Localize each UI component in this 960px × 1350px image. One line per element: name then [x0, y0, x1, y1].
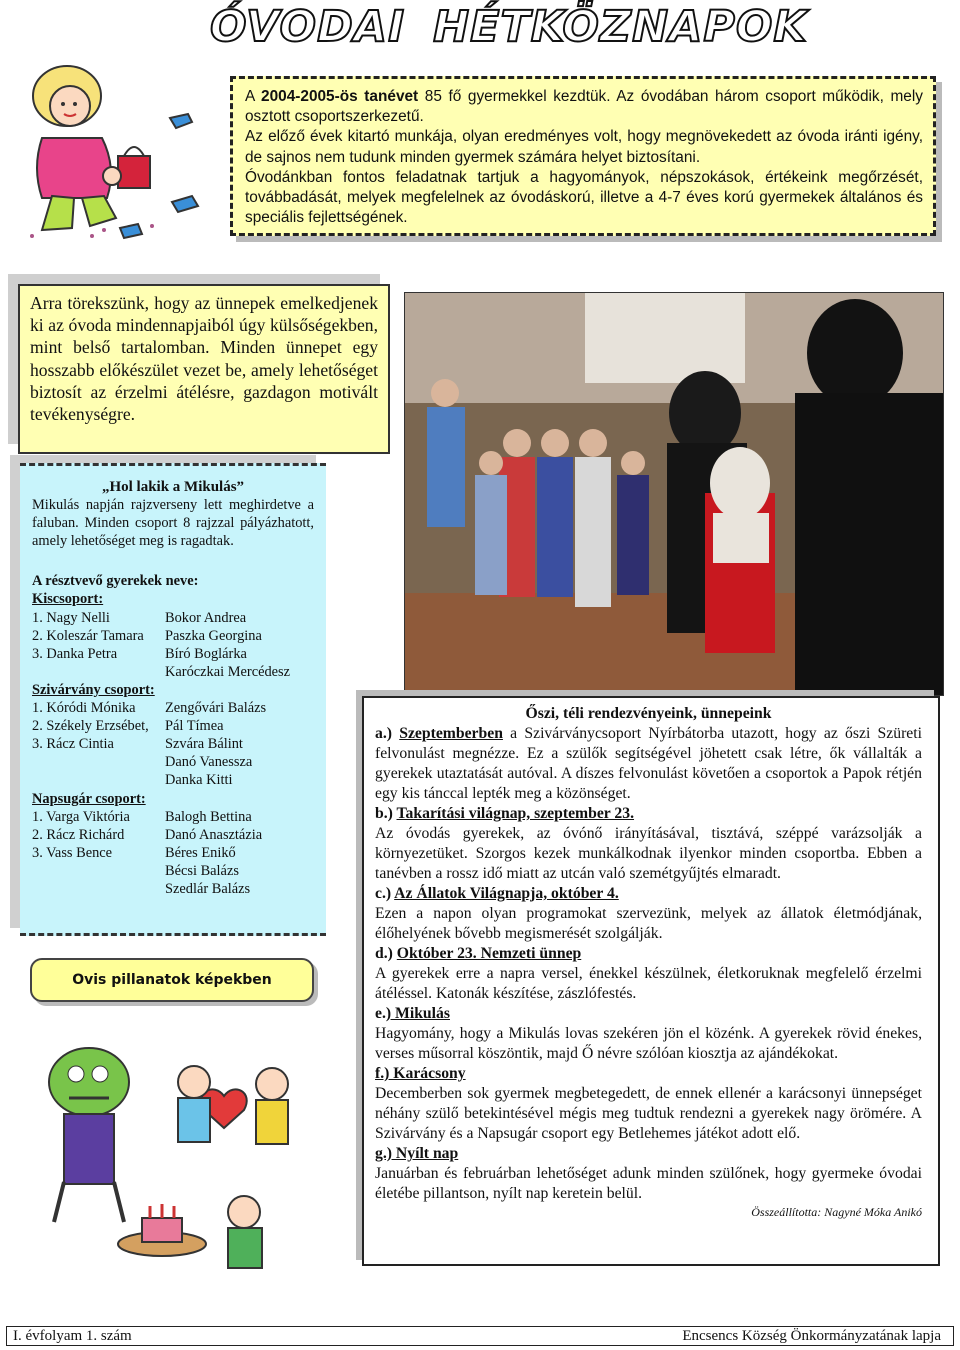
- contest-text: Mikulás napján rajzverseny lett meghirdetve a faluban. Minden csoport 8 rajzzal pályázhatott, amely lehetőséget meg is ragadtak.: [32, 497, 314, 550]
- list-item: Danka Kitti: [165, 772, 233, 789]
- list-item: 1. Kóródi Mónika Zengővári Balázs: [32, 700, 267, 717]
- gallery-badge: Ovis pillanatok képekben: [30, 958, 314, 1002]
- footer: [6, 1326, 954, 1346]
- list-item: 3. Vass Bence Béres Enikő: [32, 844, 236, 861]
- list-item: 2. Rácz Richárd Danó Anasztázia: [32, 826, 263, 843]
- author-signature: Összeállította: Nagyné Móka Anikó: [751, 1205, 922, 1219]
- drawing-contest-box: [20, 463, 326, 936]
- event-heading: g.) Nyílt nap: [375, 1145, 459, 1162]
- footer-issue: I. évfolyam 1. szám: [13, 1327, 132, 1344]
- participants-heading: A résztvevő gyerekek neve:: [32, 573, 199, 590]
- event-heading: d.) Október 23. Nemzeti ünnep: [375, 945, 582, 962]
- mikulas-photo: [404, 292, 944, 696]
- events-box: [362, 696, 940, 1266]
- celebrations-box: [18, 284, 390, 454]
- list-item: Karóczkai Mercédesz: [165, 663, 291, 680]
- list-item: 2. Székely Erzsébet, Pál Tímea: [32, 718, 224, 735]
- event-heading: b.) Takarítási világnap, szeptember 23.: [375, 805, 635, 822]
- kids-illustration: [14, 1022, 314, 1284]
- event-text: Hagyomány, hogy a Mikulás lovas szekéren jön el közénk. A gyerekek rövid énekes, verses műsorral köszöntik, majd Ő névre szólóan kiosztja az ajándékokat.: [375, 1025, 922, 1062]
- intro-box: [230, 76, 936, 236]
- event-text: A gyerekek erre a napra versel, énekkel készülnek, életkoruknak megfelelő érzelmi átéléssel. Katonák készítése, zászlófestés.: [375, 965, 922, 1002]
- list-item: Danó Vanessza: [165, 754, 253, 771]
- list-item: 2. Koleszár Tamara Paszka Georgina: [32, 627, 262, 644]
- group-name: Kiscsoport:: [32, 591, 104, 608]
- list-item: Bécsi Balázs: [165, 862, 239, 879]
- intro-paragraph-1: A 2004-2005-ös tanévet 85 fő gyermekkel kezdtük. Az óvodában három csoport működik, mely osztott csoportszerkezetű.: [245, 88, 923, 126]
- list-item: Szedlár Balázs: [165, 880, 251, 897]
- intro-paragraph-3: Óvodánkban fontos feladatnak tartjuk a hagyományok, népszokások, értékeink megőrzését, továbbadását, melyek megfelelnek az óvodáskorú, illetve a 4-7 éves korú gyermekek általános és speciális fejlettségének.: [245, 168, 923, 227]
- participants-list: [32, 572, 314, 898]
- event-text: Ezen a napon olyan programokat szervezünk, melyek az állatok életmódjának, élőhelyének bővebb megismerését szolgálják.: [375, 905, 922, 942]
- intro-paragraph-2: Az előző évek kitartó munkája, olyan eredményes volt, hogy megnövekedett az óvoda iránti igény, de sajnos nem tudunk minden gyermek számára helyet biztosítani.: [245, 128, 923, 166]
- event-heading: e.) Mikulás: [375, 1005, 450, 1022]
- event-text: Az óvodás gyerekek, az óvónő irányításával, tisztává, széppé varázsolják a környezetüket. Szorgos kezek munkálkodnak ilyenkor minden csoportba. Ebben a tanévben a rossz idő miatt az utcán való szemétgyűjtés elmaradt.: [375, 825, 922, 882]
- masthead-title: ÓVODAI HÉTKÖZNAPOK: [210, 2, 808, 52]
- event-item: a.) Szeptemberben a Szivárványcsoport Nyírbátorba utazott, hogy az őszi Szüreti felvonulást megnézze. Ez a szülők segítségével jöhetett csak létre, ők vállalták a gyerekek utaztatását autóval. A díszes felvonulást követően a csoportok a Papok rétjén egy kis tánccal lepték meg a közönséget.: [375, 725, 922, 802]
- girl-with-birds-illustration: [12, 58, 222, 248]
- celebrations-text: Arra törekszünk, hogy az ünnepek emelkedjenek ki az óvoda mindennapjaiból úgy külsőségekben, mint belső tartalomban. Minden ünnepet egy hosszabb előkészület vezet be, amely lehetőséget biztosít az érzelmi átélésre, gazdagon motivált tevékenységre.: [30, 293, 378, 425]
- group-name: Napsugár csoport:: [32, 790, 146, 807]
- events-title: Őszi, téli rendezvényeink, ünnepeink: [525, 705, 772, 722]
- event-heading: c.) Az Állatok Világnapja, október 4.: [375, 885, 619, 902]
- list-item: 1. Nagy Nelli Bokor Andrea: [32, 609, 247, 626]
- group-name: Szivárvány csoport:: [32, 681, 155, 698]
- list-item: 1. Varga Viktória Balogh Bettina: [32, 808, 252, 825]
- contest-title: „Hol lakik a Mikulás”: [101, 479, 245, 495]
- list-item: 3. Danka Petra Bíró Boglárka: [32, 645, 247, 662]
- event-text: Decemberben sok gyermek megbetegedett, de ennek ellenér a karácsonyi ünnepséget néhány szülő betekintésével mégis meg tudtuk rendezni a gyerekek nagy örömére. A Szivárvány és a Napsugár csoport egy Betlehemes játékot adott elő.: [375, 1085, 922, 1142]
- list-item: 3. Rácz Cintia Szvára Bálint: [32, 736, 243, 753]
- event-heading: f.) Karácsony: [375, 1065, 466, 1082]
- event-text: Januárban és februárban lehetőséget adunk minden szülőnek, hogy gyermeke óvodai életébe pillantson, nyílt nap keretein belül.: [375, 1165, 922, 1202]
- footer-publisher: Encsencs Község Önkormányzatának lapja: [682, 1327, 941, 1344]
